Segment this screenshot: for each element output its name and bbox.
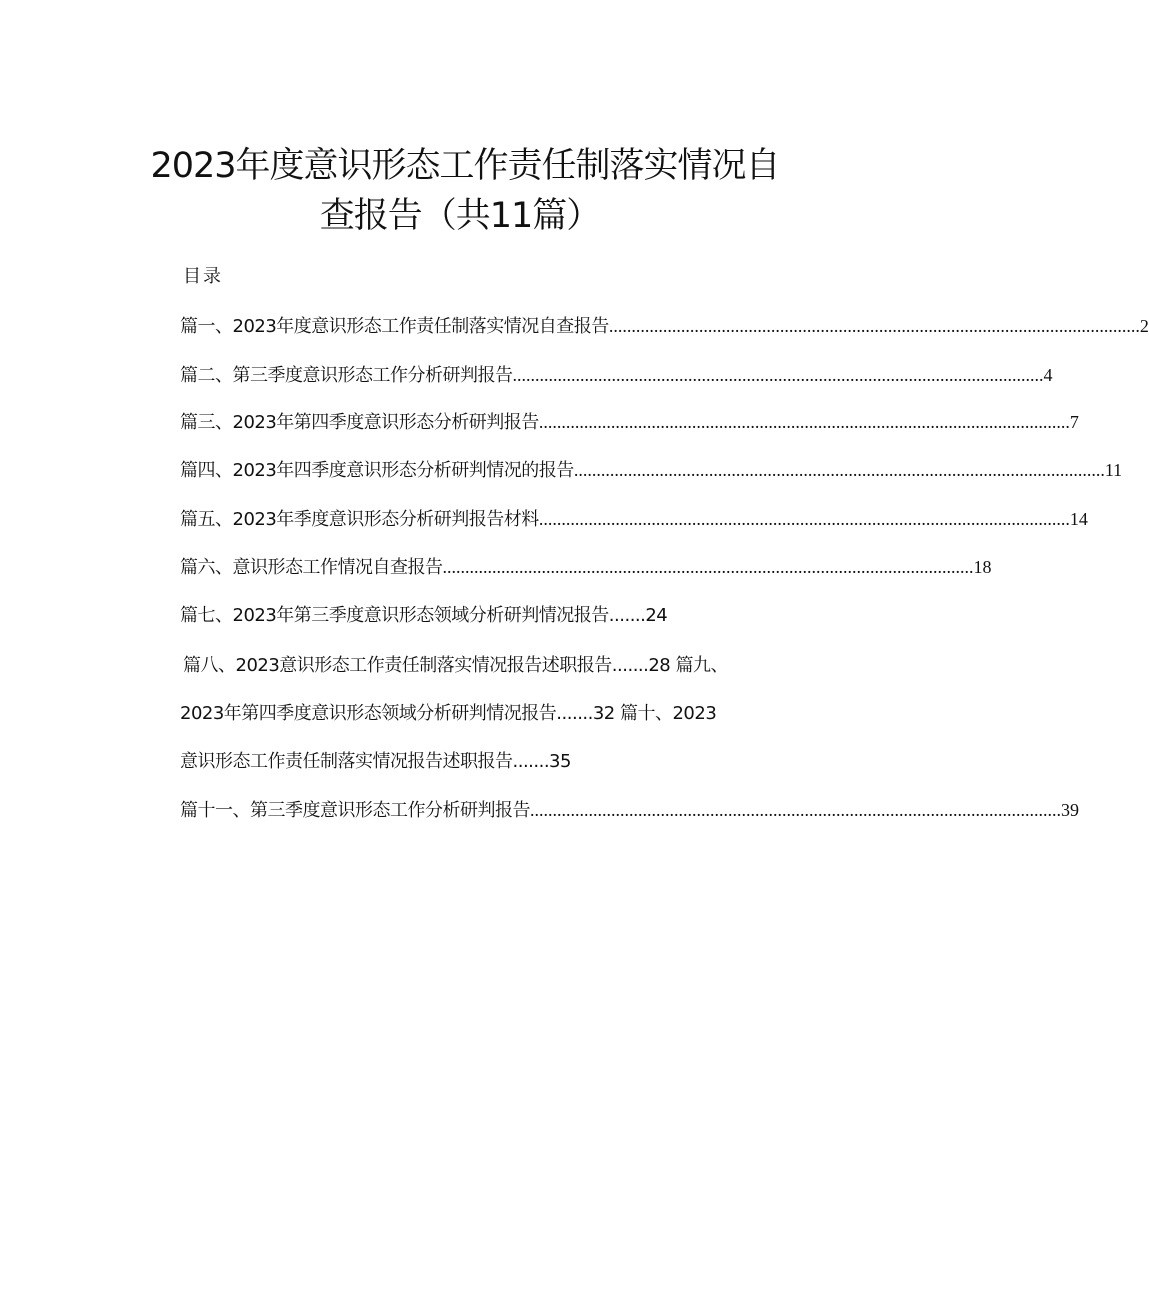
- toc-entry-10[interactable]: 意识形态工作责任制落实情况报告述职报告.......35: [180, 751, 571, 772]
- toc-entry-label: 篇二、第三季度意识形态工作分析研判报告: [180, 365, 513, 386]
- dot-leader: ......................................................................................................................: [608, 316, 1140, 336]
- toc-entry-page: 7: [1069, 412, 1079, 432]
- dot-leader: ......................................................................................................................: [538, 412, 1070, 432]
- toc-entry-page: 18: [973, 557, 992, 577]
- toc-entry-1[interactable]: [180, 312, 1149, 338]
- toc-entry-9-10[interactable]: 2023年第四季度意识形态领域分析研判情况报告.......32 篇十、2023: [180, 703, 717, 724]
- toc-entry-page: 39: [1061, 800, 1079, 820]
- toc-entry-page: 11: [1104, 460, 1123, 480]
- toc-entry-8-9[interactable]: 篇八、2023意识形态工作责任制落实情况报告述职报告.......28 篇九、: [183, 655, 728, 676]
- dot-leader: ......................................................................................................................: [530, 800, 1061, 820]
- toc-entry-page: 14: [1069, 509, 1088, 529]
- toc-entry-3[interactable]: [180, 408, 1079, 434]
- toc-heading: 目录: [183, 266, 223, 287]
- toc-entry-5[interactable]: [180, 505, 1088, 531]
- document-title-line-2: 查报告（共11篇）: [319, 196, 601, 236]
- dot-leader: ......................................................................................................................: [442, 557, 974, 577]
- toc-entry-label: 篇六、意识形态工作情况自查报告: [180, 557, 443, 578]
- toc-entry-7[interactable]: 篇七、2023年第三季度意识形态领域分析研判情况报告.......24: [180, 605, 668, 626]
- toc-entry-label: 篇四、2023年四季度意识形态分析研判情况的报告: [180, 460, 574, 481]
- dot-leader: ......................................................................................................................: [538, 509, 1070, 529]
- dot-leader: ......................................................................................................................: [573, 460, 1105, 480]
- toc-entry-4[interactable]: [180, 456, 1123, 482]
- toc-entry-11[interactable]: [180, 796, 1079, 822]
- dot-leader: ......................................................................................................................: [512, 365, 1044, 385]
- toc-entry-label: 篇五、2023年季度意识形态分析研判报告材料: [180, 509, 539, 530]
- toc-entry-6[interactable]: [180, 553, 992, 579]
- toc-entry-label: 篇十一、第三季度意识形态工作分析研判报告: [180, 800, 530, 821]
- document-title-line-1: 2023年度意识形态工作责任制落实情况自: [150, 146, 780, 186]
- toc-entry-label: 篇一、2023年度意识形态工作责任制落实情况自查报告: [180, 316, 609, 337]
- toc-entry-page: 4: [1043, 365, 1053, 385]
- toc-entry-label: 篇三、2023年第四季度意识形态分析研判报告: [180, 412, 539, 433]
- toc-entry-page: 2: [1139, 316, 1149, 336]
- toc-entry-2[interactable]: [180, 361, 1053, 387]
